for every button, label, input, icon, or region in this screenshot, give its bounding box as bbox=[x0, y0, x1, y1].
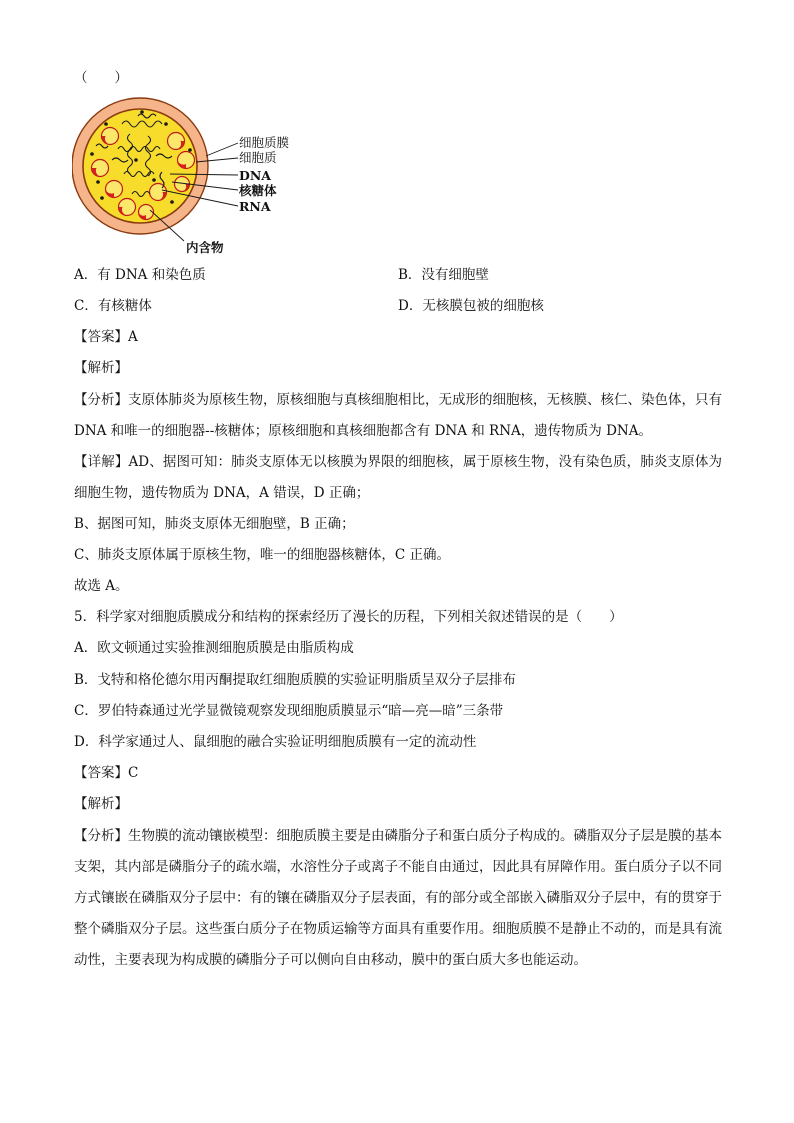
q4-detail-b: B、据图可知，肺炎支原体无细胞壁，B 正确； bbox=[74, 516, 355, 532]
q5-analysis-heading: 【解析】 bbox=[74, 796, 128, 812]
q4-option-b: B．没有细胞壁 bbox=[398, 267, 489, 283]
label-rna: RNA bbox=[239, 199, 271, 214]
q5-analysis: 【分析】生物膜的流动镶嵌模型：细胞质膜主要是由磷脂分子和蛋白质分子构成的。磷脂双分子层是膜的基本支架，其内部是磷脂分子的疏水端，水溶性分子或离子不能自由通过，因此具有屏障作用。蛋白质分子以不同方式镶嵌在磷脂双分子层中：有的镶在磷脂双分子层表面，有的部分或全部嵌入磷脂双分子层中，有的贯穿于整个磷脂双分子层。这些蛋白质分子在物质运输等方面具有重要作用。细胞质膜不是静止不动的，而是具有流动性，主要表现为构成膜的磷脂分子可以侧向自由移动，膜中的蛋白质大多也能运动。 bbox=[74, 828, 722, 968]
label-ribosome: 核糖体 bbox=[239, 183, 277, 198]
label-cytoplasm: 细胞质 bbox=[239, 150, 277, 165]
q5-answer: 【答案】C bbox=[74, 765, 139, 781]
q4-detail-ad: 【详解】AD、据图可知：肺炎支原体无以核膜为界限的细胞核，属于原核生物，没有染色质，肺炎支原体为细胞生物，遗传物质为 DNA，A 错误，D 正确； bbox=[74, 454, 722, 501]
q5-option-c: C．罗伯特森通过光学显微镜观察发现细胞质膜显示“暗—亮—暗”三条带 bbox=[74, 703, 504, 719]
cell-diagram bbox=[72, 94, 312, 260]
q4-answer: 【答案】A bbox=[74, 329, 138, 345]
q4-analysis-heading: 【解析】 bbox=[74, 360, 128, 376]
q4-analysis: 【分析】支原体肺炎为原核生物，原核细胞与真核细胞相比，无成形的细胞核，无核膜、核仁、染色体，只有 DNA 和唯一的细胞器--核糖体；原核细胞和真核细胞都含有 DNA 和 RNA，遗传物质为 DNA。 bbox=[74, 392, 722, 439]
q4-option-d: D．无核膜包被的细胞核 bbox=[398, 298, 544, 314]
q4-detail-c: C、肺炎支原体属于原核生物，唯一的细胞器核糖体，C 正确。 bbox=[74, 547, 450, 563]
label-dna: DNA bbox=[239, 168, 271, 183]
label-cell-membrane: 细胞质膜 bbox=[239, 135, 290, 150]
q5-option-b: B．戈特和格伦德尔用丙酮提取红细胞质膜的实验证明脂质呈双分子层排布 bbox=[74, 672, 516, 688]
q5-stem: 5．科学家对细胞质膜成分和结构的探索经历了漫长的历程，下列相关叙述错误的是（ ） bbox=[74, 609, 623, 625]
q4-option-c: C．有核糖体 bbox=[74, 298, 152, 314]
q5-option-d: D．科学家通过人、鼠细胞的融合实验证明细胞质膜有一定的流动性 bbox=[74, 734, 477, 750]
question-4-paren: （ ） bbox=[74, 70, 128, 86]
q4-option-a: A．有 DNA 和染色质 bbox=[74, 267, 206, 283]
q5-option-a: A．欧文顿通过实验推测细胞质膜是由脂质构成 bbox=[74, 640, 354, 656]
q4-conclusion: 故选 A。 bbox=[74, 578, 129, 594]
label-inclusion: 内含物 bbox=[186, 240, 224, 255]
